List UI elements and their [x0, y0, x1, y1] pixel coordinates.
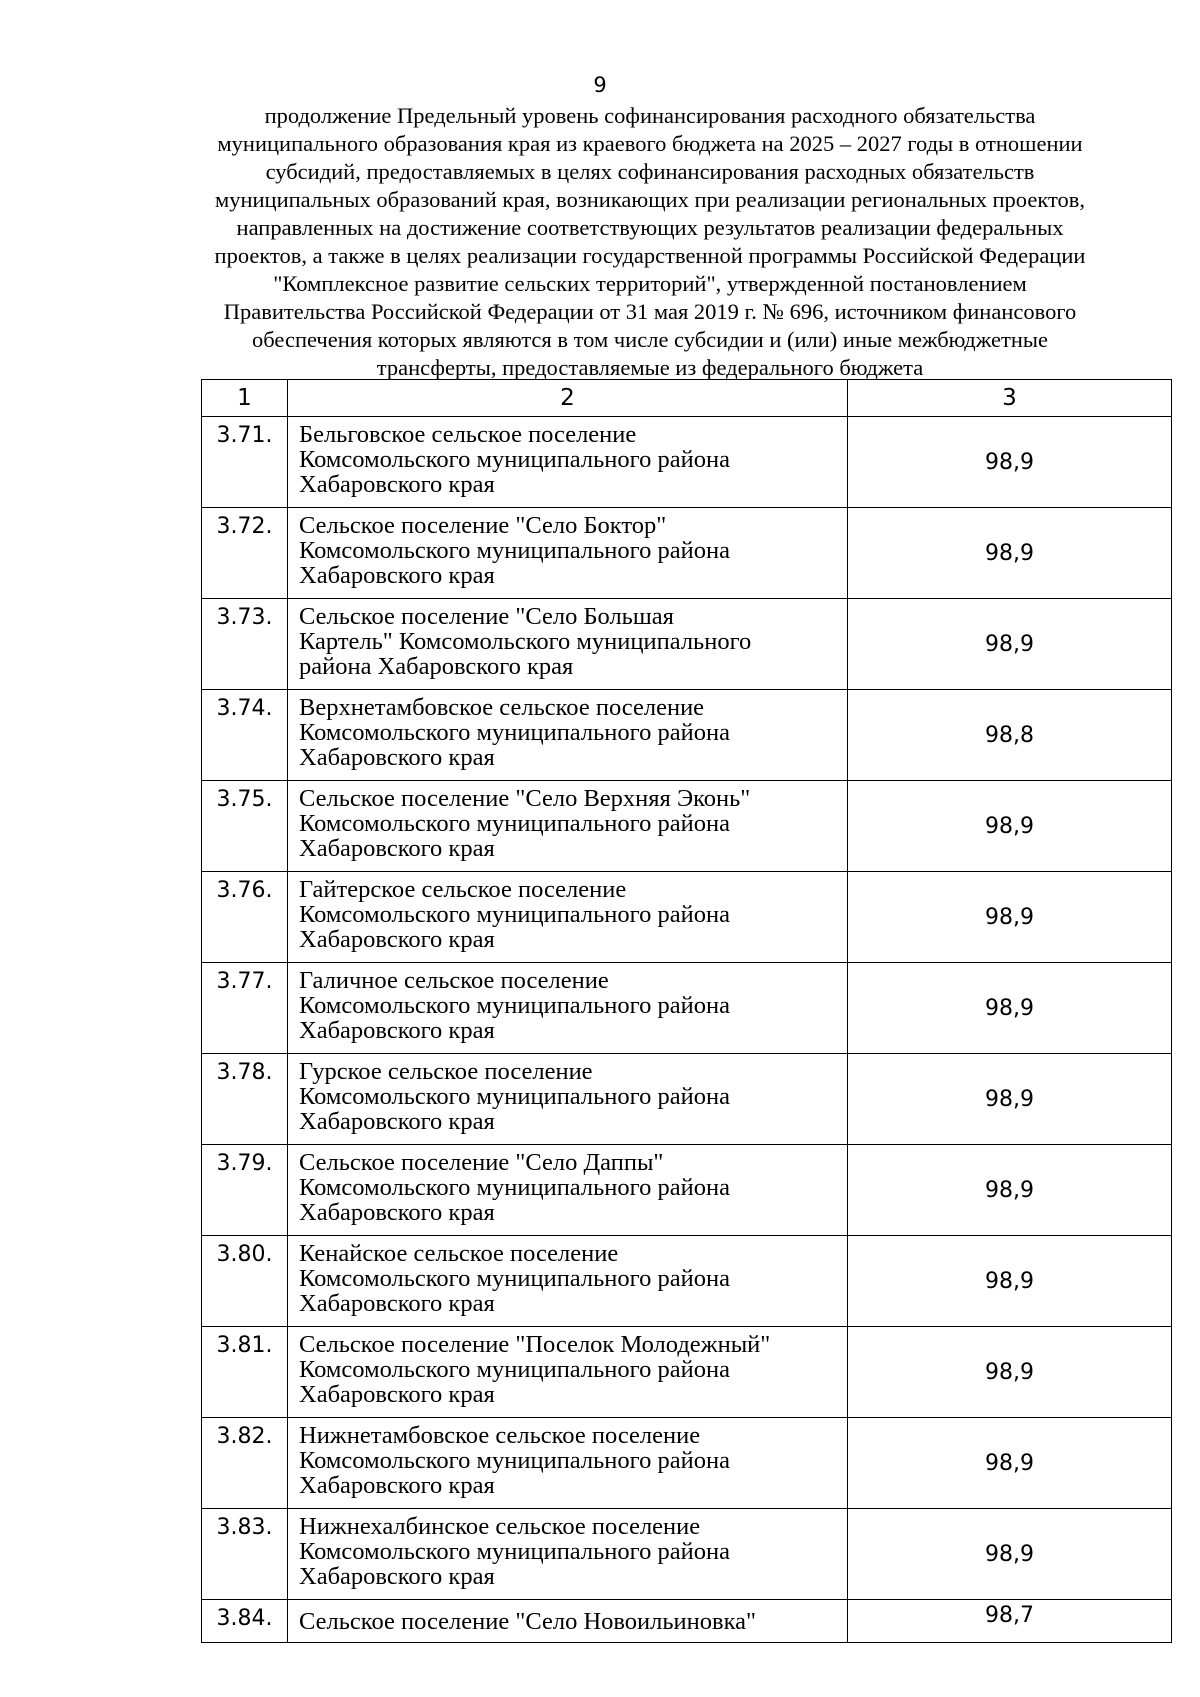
settlement-name: Сельское поселение "Поселок Молодежный" Комсомольского муниципального района Хабаровского края [288, 1327, 848, 1418]
row-number: 3.74. [202, 690, 288, 781]
settlement-name: Нижнехалбинское сельское поселение Комсомольского муниципального района Хабаровского края [288, 1509, 848, 1600]
settlement-name: Сельское поселение "Село Верхняя Эконь" Комсомольского муниципального района Хабаровского края [288, 781, 848, 872]
cofinancing-level: 98,9 [848, 1327, 1172, 1418]
row-number: 3.79. [202, 1145, 288, 1236]
settlement-name: Верхнетамбовское сельское поселение Комсомольского муниципального района Хабаровского края [288, 690, 848, 781]
row-number: 3.81. [202, 1327, 288, 1418]
cofinancing-level: 98,9 [848, 1145, 1172, 1236]
row-number: 3.83. [202, 1509, 288, 1600]
heading-line: муниципальных образований края, возникающих при реализации региональных проектов, [214, 187, 1085, 212]
table-row [202, 781, 1172, 872]
cofinancing-level: 98,9 [848, 872, 1172, 963]
table-row [202, 599, 1172, 690]
cofinancing-level: 98,9 [848, 508, 1172, 599]
table-row [202, 1145, 1172, 1236]
row-number: 3.73. [202, 599, 288, 690]
table-row [202, 1600, 1172, 1643]
table-row [202, 690, 1172, 781]
column-header-3: 3 [848, 380, 1172, 417]
cofinancing-level: 98,9 [848, 417, 1172, 508]
table-header-row [202, 380, 1172, 417]
cofinancing-level: 98,9 [848, 1418, 1172, 1509]
settlement-name: Гурское сельское поселение Комсомольского муниципального района Хабаровского края [288, 1054, 848, 1145]
cofinancing-level: 98,9 [848, 1236, 1172, 1327]
heading-line: муниципального образования края из краевого бюджета на 2025 – 2027 годы в отношении [217, 131, 1083, 156]
row-number: 3.72. [202, 508, 288, 599]
cofinancing-level: 98,9 [848, 599, 1172, 690]
table-row [202, 872, 1172, 963]
settlement-name: Сельское поселение "Село Большая Картель" Комсомольского муниципального района Хабаровского края [288, 599, 848, 690]
settlement-name: Бельговское сельское поселение Комсомольского муниципального района Хабаровского края [288, 417, 848, 508]
settlement-name: Сельское поселение "Село Боктор" Комсомольского муниципального района Хабаровского края [288, 508, 848, 599]
heading-line: субсидий, предоставляемых в целях софинансирования расходных обязательств [265, 159, 1035, 184]
page-number: 9 [593, 73, 607, 97]
row-number: 3.76. [202, 872, 288, 963]
column-header-2: 2 [288, 380, 848, 417]
cofinancing-level: 98,9 [848, 963, 1172, 1054]
column-header-1: 1 [202, 380, 288, 417]
row-number: 3.84. [202, 1600, 288, 1643]
row-number: 3.75. [202, 781, 288, 872]
heading-line: Правительства Российской Федерации от 31 мая 2019 г. № 696, источником финансового [223, 299, 1077, 324]
table-row [202, 1327, 1172, 1418]
heading-line: "Комплексное развитие сельских территорий", утвержденной постановлением [273, 271, 1027, 296]
settlement-name: Галичное сельское поселение Комсомольского муниципального района Хабаровского края [288, 963, 848, 1054]
settlement-name: Сельское поселение "Село Новоильиновка" [288, 1600, 848, 1643]
settlement-name: Кенайское сельское поселение Комсомольского муниципального района Хабаровского края [288, 1236, 848, 1327]
table-row [202, 1236, 1172, 1327]
row-number: 3.80. [202, 1236, 288, 1327]
table-row [202, 1054, 1172, 1145]
cofinancing-level: 98,9 [848, 781, 1172, 872]
heading-line: направленных на достижение соответствующих результатов реализации федеральных [236, 215, 1064, 240]
heading-line: продолжение Предельный уровень софинансирования расходного обязательства [264, 103, 1036, 128]
heading-line: проектов, а также в целях реализации государственной программы Российской Федерации [214, 243, 1086, 268]
table-row [202, 508, 1172, 599]
cofinancing-level: 98,9 [848, 1509, 1172, 1600]
subsidy-table [201, 379, 1172, 1643]
settlement-name: Сельское поселение "Село Даппы" Комсомольского муниципального района Хабаровского края [288, 1145, 848, 1236]
cofinancing-level: 98,9 [848, 1054, 1172, 1145]
cofinancing-level: 98,7 [848, 1600, 1172, 1643]
heading-line: обеспечения которых являются в том числе субсидии и (или) иные межбюджетные [252, 327, 1048, 352]
table-row [202, 417, 1172, 508]
row-number: 3.82. [202, 1418, 288, 1509]
heading-line: трансферты, предоставляемые из федерального бюджета [376, 355, 924, 380]
table-row [202, 1509, 1172, 1600]
cofinancing-level: 98,8 [848, 690, 1172, 781]
document-heading [185, 102, 1115, 382]
settlement-name: Нижнетамбовское сельское поселение Комсомольского муниципального района Хабаровского края [288, 1418, 848, 1509]
settlement-name: Гайтерское сельское поселение Комсомольского муниципального района Хабаровского края [288, 872, 848, 963]
row-number: 3.71. [202, 417, 288, 508]
table-row [202, 1418, 1172, 1509]
row-number: 3.78. [202, 1054, 288, 1145]
table-row [202, 963, 1172, 1054]
row-number: 3.77. [202, 963, 288, 1054]
